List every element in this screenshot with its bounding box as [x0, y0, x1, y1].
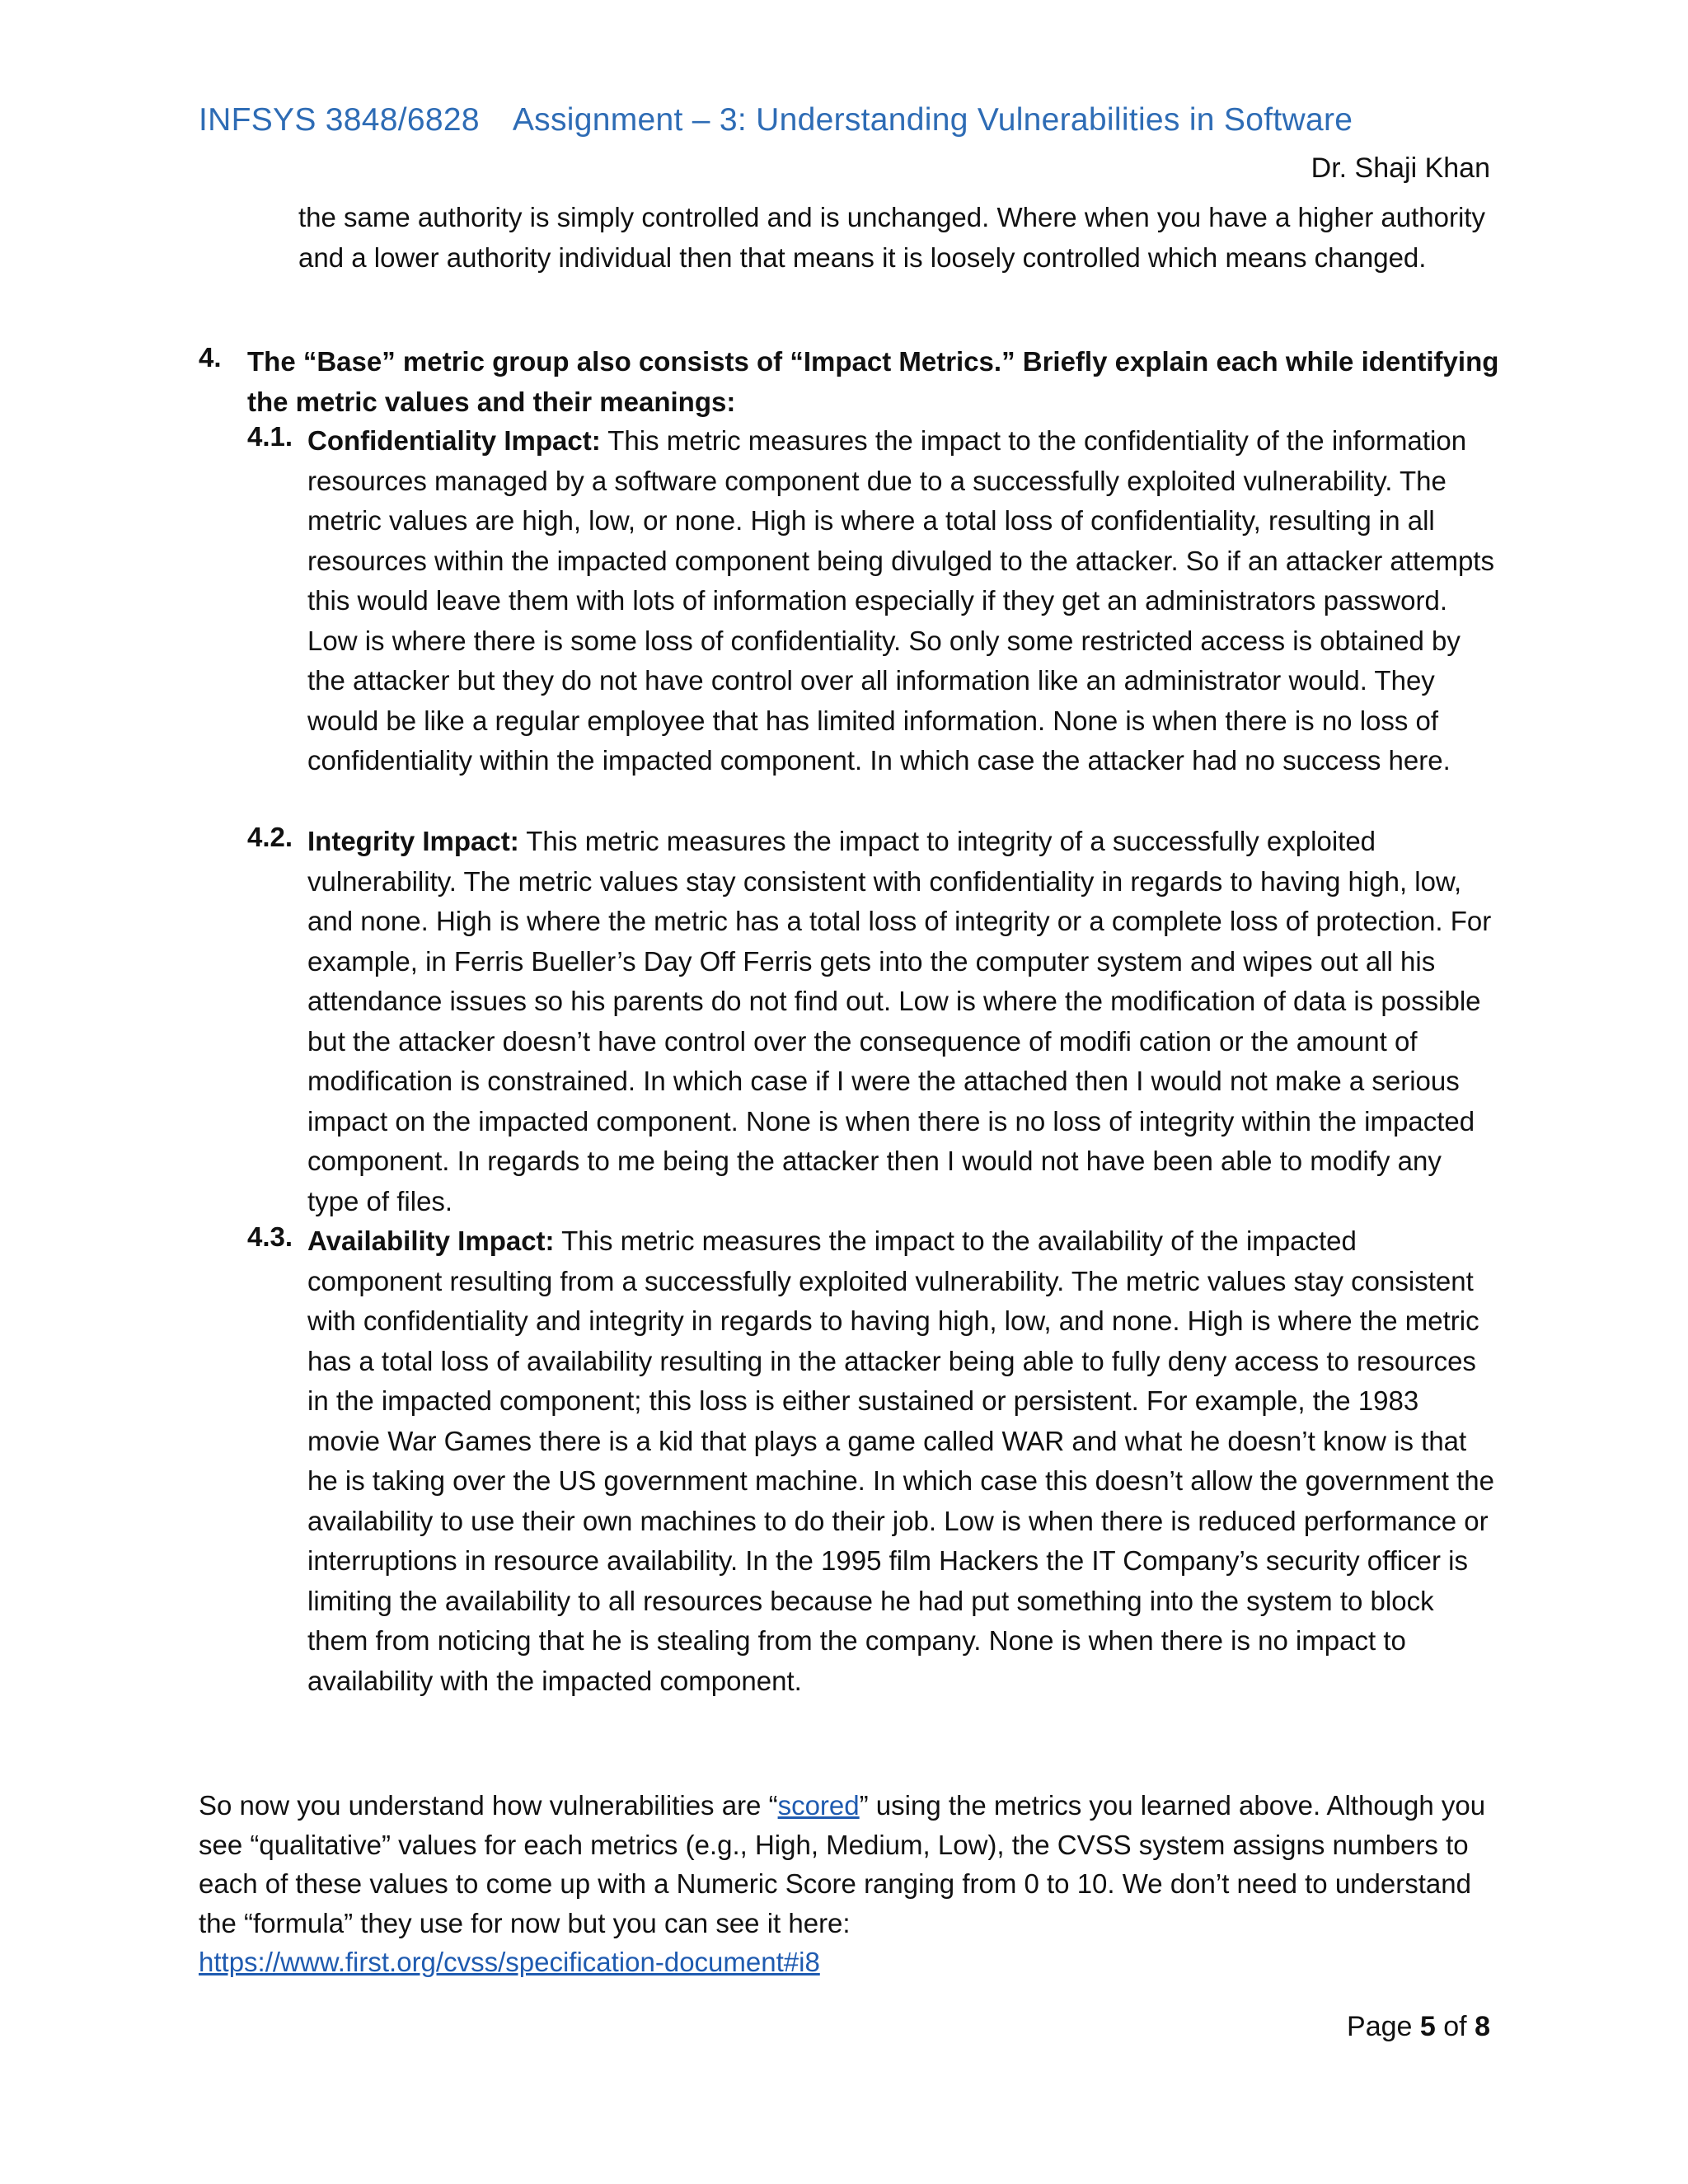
subitem-text: This metric measures the impact to the confidentiality of the information resources managed by a software component due to a successfully exploited vulnerability. The metric values are high, low, or none. High is where a total loss of confidentiality, resulting in all resources within the impacted component being divulged to the attacker. So if an attacker attempts this would leave them with lots of information especially if they get an administrators password. Low is where there is some loss of confidentiality. So only some restricted access is obtained by the attacker but they do not have control over all information like an administrator would. They would be like a regular employee that has limited information. None is when there is no loss of confidentiality within the impacted component. In which case the attacker had no success here. — [307, 425, 1494, 776]
closing-text-end: ” using the metrics you learned above. Although you see “qualitative” values for each metrics (e.g., High, Medium, Low), the CVSS system assigns numbers to each of these values to come up with a Numeric Score ranging from 0 to 10. We don’t need to understand the “formula” they use for now but you can see it here: — [199, 1790, 1486, 1938]
subitem-number: 4.3. — [247, 1221, 293, 1252]
assignment-title: Assignment – 3: Understanding Vulnerabilities in Software — [512, 102, 1353, 138]
of-label: of — [1435, 2011, 1475, 2042]
subitem-term: Confidentiality Impact: — [307, 425, 601, 456]
author-name: Dr. Shaji Khan — [1311, 152, 1490, 184]
subitem-term: Integrity Impact: — [307, 826, 519, 856]
closing-paragraph — [199, 1786, 1501, 1982]
total-pages: 8 — [1475, 2011, 1490, 2042]
continuation-paragraph: the same authority is simply controlled and is unchanged. Where when you have a higher authority and a lower authority individual then that means it is loosely controlled which means changed. — [298, 202, 1485, 273]
subitem-number: 4.2. — [247, 822, 293, 852]
cvss-specification-link[interactable]: https://www.first.org/cvss/specification-document#i8 — [199, 1947, 820, 1977]
page-label: Page — [1347, 2011, 1420, 2042]
subitem-integrity — [307, 822, 1494, 1221]
scored-link[interactable]: scored — [777, 1790, 860, 1821]
subitem-text: This metric measures the impact to integrity of a successfully exploited vulnerability. The metric values stay consistent with confidentiality in regards to having high, low, and none. High is where the metric has a total loss of integrity or a complete loss of protection. For example, in Ferris Bueller’s Day Off Ferris gets into the computer system and wipes out all his attendance issues so his parents do not find out. Low is where the modification of data is possible but the attacker doesn’t have control over the consequence of modifi cation or the amount of modification is constrained. In which case if I were the attached then I would not make a serious impact on the impacted component. None is when there is no loss of integrity within the impacted component. In regards to me being the attacker then I would not have been able to modify any type of files. — [307, 826, 1492, 1216]
current-page: 5 — [1419, 2011, 1436, 2042]
question-number: 4. — [199, 342, 222, 373]
subitem-term: Availability Impact: — [307, 1226, 555, 1256]
subitem-availability — [307, 1221, 1494, 1701]
document-header-title — [199, 102, 1353, 138]
question-text: The “Base” metric group also consists of “Impact Metrics.” Briefly explain each while identifying the metric values and their meanings: — [247, 346, 1499, 417]
subitem-number: 4.1. — [247, 421, 293, 452]
subitem-confidentiality — [307, 421, 1494, 781]
page-number — [1347, 2011, 1490, 2043]
course-code: INFSYS 3848/6828 — [199, 102, 480, 138]
closing-text-start: So now you understand how vulnerabilities are “ — [199, 1790, 778, 1821]
subitem-text: This metric measures the impact to the availability of the impacted component resulting from a successfully exploited vulnerability. The metric values stay consistent with confidentiality and integrity in regards to having high, low, and none. High is where the metric has a total loss of availability resulting in the attacker being able to fully deny access to resources in the impacted component; this loss is either sustained or persistent. For example, the 1983 movie War Games there is a kid that plays a game called WAR and what he doesn’t know is that he is taking over the US government machine. In which case this doesn’t allow the government the availability to use their own machines to do their job. Low is when there is reduced performance or interruptions in resource availability. In the 1995 film Hackers the IT Company’s security officer is limiting the availability to all resources because he had put something into the system to block them from noticing that he is stealing from the company. None is when there is no impact to availability with the impacted component. — [307, 1226, 1494, 1696]
